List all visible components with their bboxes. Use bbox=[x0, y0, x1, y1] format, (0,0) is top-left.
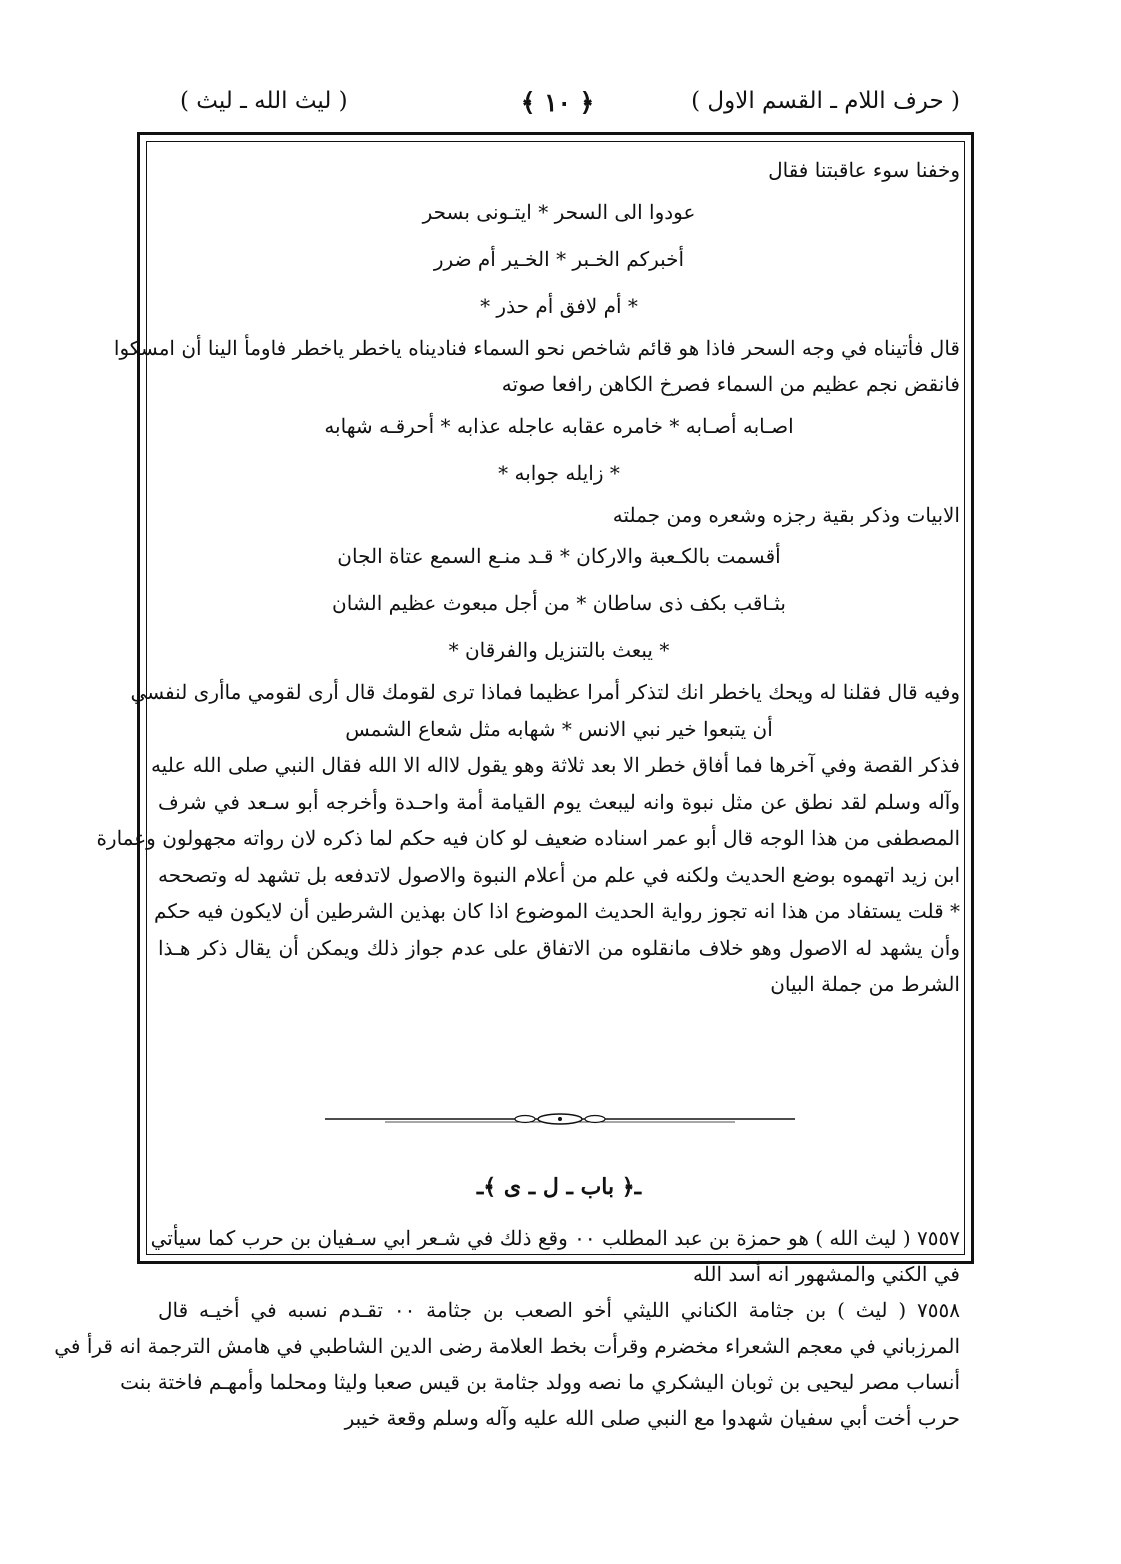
section-heading: ـ﴿ باب ـ ل ـ ى ﴾ـ bbox=[476, 1174, 642, 1200]
entries-list bbox=[54, 1220, 960, 1436]
poem-line: بثـاقب بكف ذى ساطان * من أجل مبعوث عظيم الشان bbox=[332, 591, 786, 615]
entry-line: ٧٥٥٧ ( ليث الله ) هو حمزة بن عبد المطلب ٠٠ وقع ذلك في شـعر ابي سـفيان بن حرب كما سيأتي bbox=[150, 1226, 960, 1250]
text-line: وآله وسلم لقد نطق عن مثل نبوة وانه ليبعث يوم القيامة أمة واحـدة وأخرجه أبو سـعد في شرف bbox=[158, 789, 960, 814]
poem-line: * يبعث بالتنزيل والفرقان * bbox=[448, 638, 670, 662]
page-header bbox=[150, 88, 965, 132]
poem-line: * زايله جوابه * bbox=[498, 460, 620, 485]
poem-block-3 bbox=[158, 533, 960, 674]
entry-line: ٧٥٥٨ ( ليث ) بن جثامة الكناني الليثي أخو الصعب بن جثامة ٠٠ تقـدم نسبه في أخيـه قال bbox=[158, 1298, 960, 1322]
text-line: فذكر القصة وفي آخرها فما أفاق خطر الا بعد ثلاثة وهو يقول لااله الا الله فقال النبي صلى الله عليه bbox=[150, 753, 960, 777]
main-text bbox=[96, 152, 960, 1003]
page-number: ﴿ ١٠ ﴾ bbox=[520, 88, 595, 117]
poem-line: اصـابه أصـابه * خامره عقابه عاجله عذابه * أحرقـه شهابه bbox=[324, 413, 794, 438]
entry-line: في الكني والمشهور انه أسد الله bbox=[693, 1262, 960, 1286]
text-line: ابن زيد اتهموه بوضع الحديث ولكنه في علم من أعلام النبوة والاصول لاتدفعه بل تشهد له وتصححه bbox=[158, 862, 960, 887]
text-line: الشرط من جملة البيان bbox=[770, 972, 960, 996]
ornamental-divider bbox=[325, 1112, 795, 1126]
text-line: * قلت يستفاد من هذا انه تجوز رواية الحديث الموضوع اذا كان بهذين الشرطين أن لايكون فيه حكم bbox=[154, 899, 960, 923]
text-line: قال فأتيناه في وجه السحر فاذا هو قائم شاخص نحو السماء فناديناه ياخطر ياخطر فاومأ الينا أن امسكوا bbox=[113, 335, 960, 360]
entry-line: حرب أخت أبي سفيان شهدوا مع النبي صلى الله عليه وآله وسلم وقعة خيبر bbox=[344, 1406, 960, 1430]
entry-line: المرزباني في معجم الشعراء مخضرم وقرأت بخط العلامة رضى الدين الشاطبي في هامش الترجمة انه قرأ في bbox=[54, 1334, 960, 1358]
poem-line: أقسمت بالكـعبة والاركان * قـد منـع السمع عتاة الجان bbox=[337, 544, 781, 568]
poem-line: أخبركم الخـبر * الخـير أم ضرر bbox=[433, 246, 685, 271]
text-line: وأن يشهد له الاصول وهو خلاف مانقلوه من الاتفاق على عدم جواز ذلك ويمكن أن يقال ذكر هـذا bbox=[158, 935, 960, 960]
text-line: فانقض نجم عظيم من السماء فصرخ الكاهن رافعا صوته bbox=[501, 372, 960, 396]
poem-line: عودوا الى السحر * ايتـونى بسحر bbox=[422, 199, 696, 224]
entry-range: ( ليث الله ـ ليث ) bbox=[180, 88, 348, 114]
poem-line: أن يتبعوا خير نبي الانس * شهابه مثل شعاع الشمس bbox=[345, 716, 773, 741]
entry-line: أنساب مصر ليحيى بن ثوبان اليشكري ما نصه وولد جثامة بن قيس صعبا وليثا ومحلما وأمهـم فاختة بنت bbox=[120, 1370, 960, 1394]
chapter-title: ( حرف اللام ـ القسم الاول ) bbox=[691, 88, 960, 114]
poem-block-1 bbox=[158, 189, 960, 330]
text-line: وفيه قال فقلنا له ويحك ياخطر انك لتذكر أمرا عظيما فماذا ترى لقومك قال أرى لقومي ماأرى لنفسي bbox=[130, 680, 960, 704]
text-line: الابيات وذكر بقية رجزه وشعره ومن جملته bbox=[612, 502, 960, 527]
poem-line: * أم لافق أم حذر * bbox=[480, 293, 638, 318]
poem-block-2 bbox=[158, 403, 960, 497]
text-line: المصطفى من هذا الوجه قال أبو عمر اسناده ضعيف لو كان فيه حكم لما ذكره لان رواته مجهولون وعمارة bbox=[96, 826, 960, 850]
text-line: وخفنا سوء عاقبتنا فقال bbox=[768, 158, 960, 182]
